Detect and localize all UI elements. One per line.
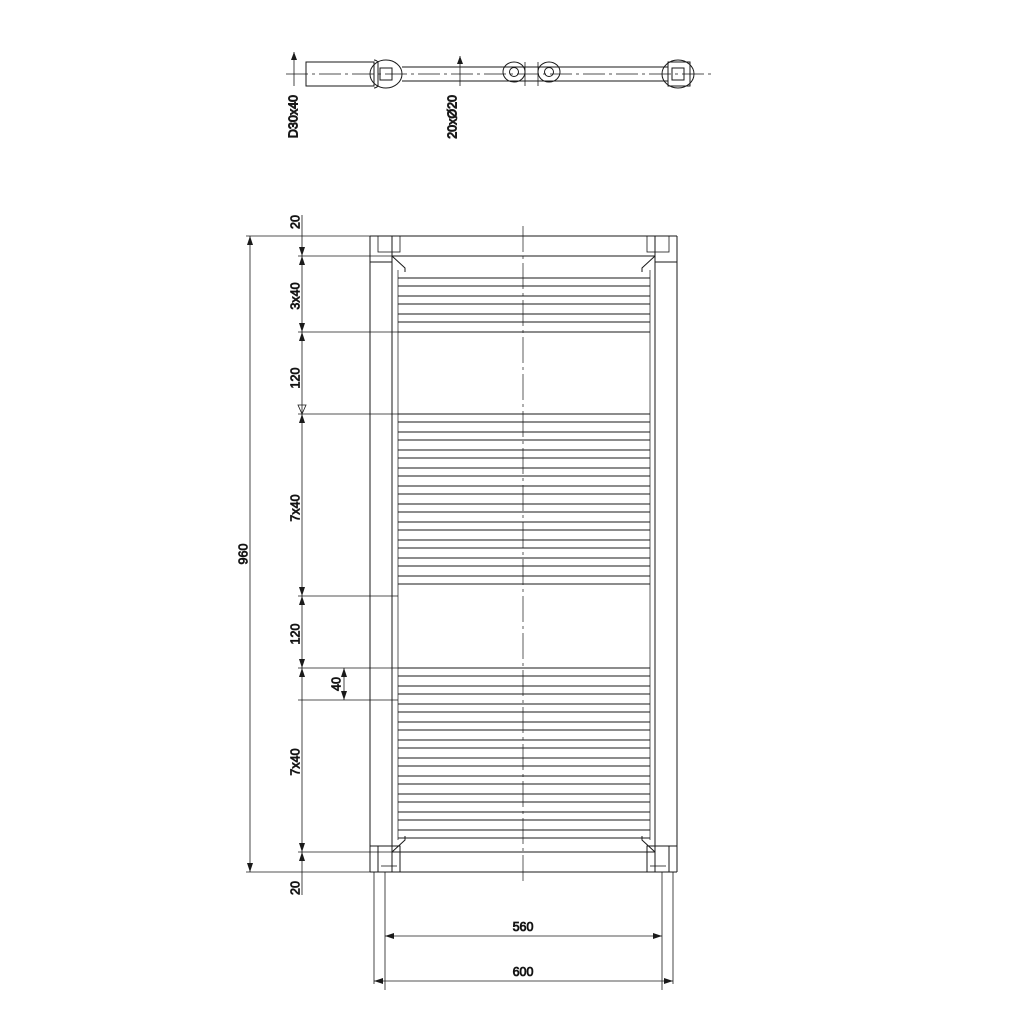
dim-7x40bot-arrow-top bbox=[299, 668, 305, 677]
dim-40-arrow-top bbox=[341, 668, 347, 677]
dim-total-height-label: 960 bbox=[236, 543, 251, 565]
top-tube-bore-1 bbox=[510, 68, 519, 77]
dim-120lower-arrow-bottom bbox=[299, 659, 305, 668]
dim-600-arrow-left bbox=[374, 978, 383, 984]
vertical-dimensions bbox=[236, 215, 398, 895]
dim-top-offset-label: 20 bbox=[288, 215, 303, 229]
dim-3x40-arrow-top bbox=[299, 256, 305, 265]
dim-960-arrow-top bbox=[247, 236, 253, 245]
horizontal-dimensions bbox=[374, 872, 673, 990]
dim-group-mid-label: 7x40 bbox=[288, 494, 303, 522]
dim-560-arrow-left bbox=[385, 933, 394, 939]
dim-gap-upper-label: 120 bbox=[288, 367, 303, 389]
dim-bottom-offset-label: 20 bbox=[288, 881, 303, 895]
dim-inner-width-label: 560 bbox=[512, 920, 534, 934]
front-bottom-right-foot bbox=[647, 846, 669, 872]
dim-120lower-arrow-top bbox=[299, 596, 305, 605]
dim-20bot-arrow bbox=[299, 852, 305, 861]
front-bottom-left-foot bbox=[378, 846, 400, 872]
top-tube-boss-1 bbox=[503, 62, 525, 82]
dim-40-arrow-bottom bbox=[341, 691, 347, 700]
top-bracket-dim-label: D30x40 bbox=[286, 95, 301, 139]
top-dim-arrow-left bbox=[291, 52, 297, 60]
top-tube-dim-label: 20xØ20 bbox=[445, 95, 460, 139]
top-tube-bore-2 bbox=[545, 68, 554, 77]
front-top-left-chamfer bbox=[392, 256, 405, 272]
dim-7x40bot-arrow-bottom bbox=[299, 843, 305, 852]
dim-960-arrow-bottom bbox=[247, 863, 253, 872]
dim-3x40-arrow-bottom bbox=[299, 323, 305, 332]
top-view bbox=[286, 52, 712, 139]
dim-560-arrow-right bbox=[653, 933, 662, 939]
front-tube-group-middle bbox=[398, 414, 650, 584]
dim-20top-arrow bbox=[299, 247, 305, 256]
front-top-right-chamfer bbox=[642, 256, 655, 272]
front-view bbox=[370, 226, 677, 884]
dim-group-bottom-label: 7x40 bbox=[288, 748, 303, 776]
top-tube-dim-arrow bbox=[457, 56, 463, 64]
dim-pitch-label: 40 bbox=[329, 677, 344, 691]
front-tube-group-bottom bbox=[398, 668, 650, 838]
front-tube-group-top bbox=[398, 278, 650, 332]
dim-total-width-label: 600 bbox=[512, 965, 534, 979]
dim-600-arrow-right bbox=[664, 978, 673, 984]
dim-gap-lower-label: 120 bbox=[288, 623, 303, 645]
dim-120upper-arrow-top bbox=[299, 332, 305, 341]
dim-7x40mid-arrow-top bbox=[299, 414, 305, 423]
front-top-left-connector bbox=[378, 236, 400, 252]
dim-7x40mid-arrow-bottom bbox=[299, 587, 305, 596]
top-tube-boss-2 bbox=[538, 62, 560, 82]
dim-group-top-label: 3x40 bbox=[288, 282, 303, 310]
front-top-right-connector bbox=[647, 236, 669, 252]
